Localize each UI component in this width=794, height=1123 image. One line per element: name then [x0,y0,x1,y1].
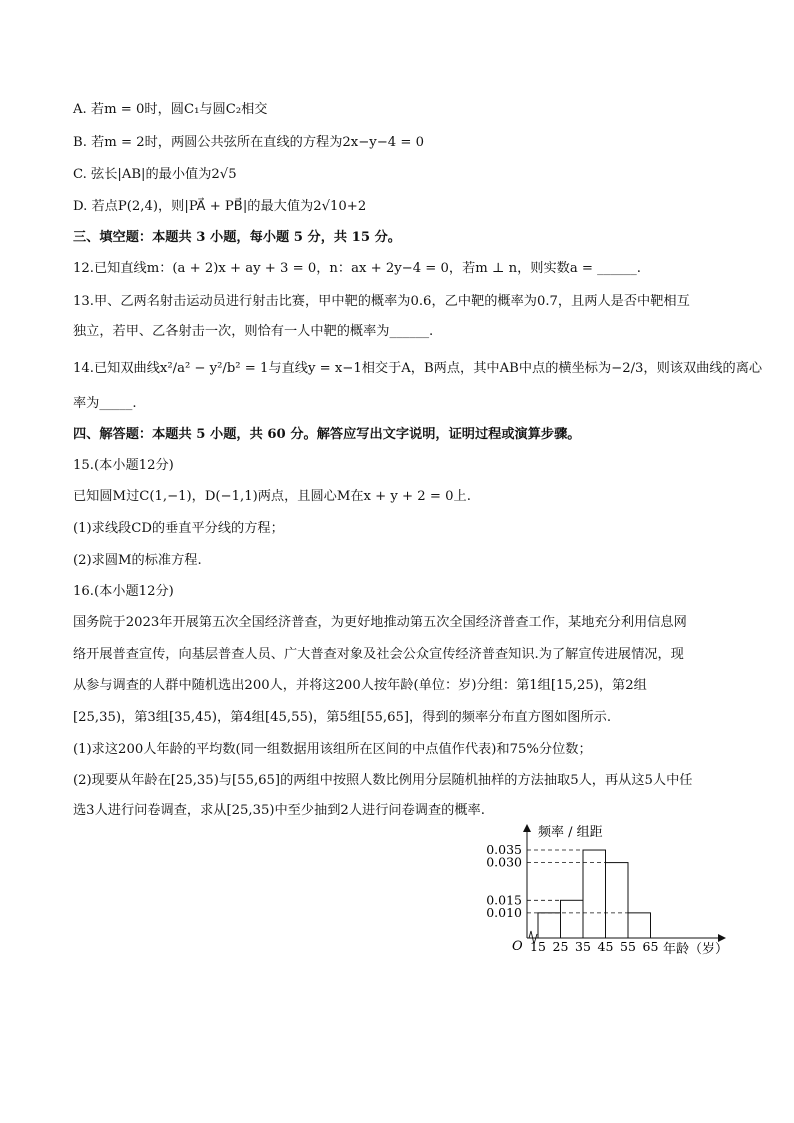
histogram-bar [628,913,651,938]
question-16-part-1: (1)求这200人年龄的平均数(同一组数据用该组所在区间的中点值作代表)和75%分位数； [73,742,592,757]
line-option-a: A. 若m = 0时，圆C₁与圆C₂相交 [73,102,268,117]
question-16-stem-line-2: 络开展普查宣传，向基层普查人员、广大普查对象及社会公众宣传经济普查知识.为了解宣传进展情况，现 [73,647,684,662]
x-tick-label: 45 [597,939,614,954]
section-fill-blank-heading: 三、填空题：本题共 3 小题，每小题 5 分，共 15 分。 [73,230,401,245]
question-15-part-2: (2)求圆M的标准方程. [73,553,202,568]
line-option-b: B. 若m = 2时，两圆公共弦所在直线的方程为2x−y−4 = 0 [73,135,424,150]
y-tick-label: 0.015 [486,892,522,908]
question-16-stem-line-3: 从参与调查的人群中随机选出200人，并将这200人按年龄(单位：岁)分组：第1组[15,25)，第2组 [73,678,647,693]
section-answer-heading: 四、解答题：本题共 5 小题，共 60 分。解答应写出文字说明，证明过程或演算步骤。 [73,427,581,442]
x-tick-label: 65 [642,939,659,954]
question-16-header: 16.(本小题12分) [73,584,174,599]
histogram-bar [606,863,629,938]
question-12: 12.已知直线m：(a + 2)x + ay + 3 = 0，n：ax + 2y−4 = 0，若m ⊥ n，则实数a = ______. [73,261,641,276]
question-16-stem-line-1: 国务院于2023年开展第五次全国经济普查，为更好地推动第五次全国经济普查工作，某地充分利用信息网 [73,615,687,630]
question-15-part-1: (1)求线段CD的垂直平分线的方程； [73,521,284,536]
y-tick-label: 0.010 [486,904,522,920]
y-tick-label: 0.035 [486,842,522,858]
question-13-line-1: 13.甲、乙两名射击运动员进行射击比赛，甲中靶的概率为0.6，乙中靶的概率为0.7，且两人是否中靶相互 [73,294,690,309]
y-tick-label: 0.030 [486,854,522,870]
origin-label: O [512,939,523,954]
question-14-line-2: 率为_____. [73,396,137,411]
question-16-part-2-line-1: (2)现要从年龄在[25,35)与[55,65]的两组中按照人数比例用分层随机抽样的方法抽取5人，再从这5人中任 [73,773,693,788]
x-axis-label: 年龄（岁） [663,942,729,957]
line-option-d: D. 若点P(2,4)，则|PA⃗ + PB⃗|的最大值为2√10+2 [73,199,367,214]
x-tick-label: 25 [552,939,569,954]
question-14-line-1: 14.已知双曲线x²/a² − y²/b² = 1与直线y = x−1相交于A，B两点，其中AB中点的横坐标为−2/3，则该双曲线的离心 [73,361,763,376]
question-13-line-2: 独立，若甲、乙各射击一次，则恰有一人中靶的概率为______. [73,324,434,339]
x-tick-label: 15 [530,939,546,954]
question-15-stem: 已知圆M过C(1,−1)，D(−1,1)两点，且圆心M在x + y + 2 = 0上. [73,489,471,504]
question-15-header: 15.(本小题12分) [73,458,174,473]
question-16-stem-line-4: [25,35)，第3组[35,45)，第4组[45,55)，第5组[55,65]，得到的频率分布直方图如图所示. [73,710,612,725]
x-tick-label: 35 [575,939,591,954]
question-16-part-2-line-2: 选3人进行问卷调查，求从[25,35)中至少抽到2人进行问卷调查的概率. [73,803,485,818]
histogram-bar [538,913,561,938]
line-option-c: C. 弦长|AB|的最小值为2√5 [73,167,237,182]
histogram-bar [583,850,606,938]
axis-break-mark [529,931,537,944]
y-axis-label: 频率 / 组距 [538,825,603,840]
histogram-bar [561,900,584,938]
x-tick-label: 55 [620,939,636,954]
